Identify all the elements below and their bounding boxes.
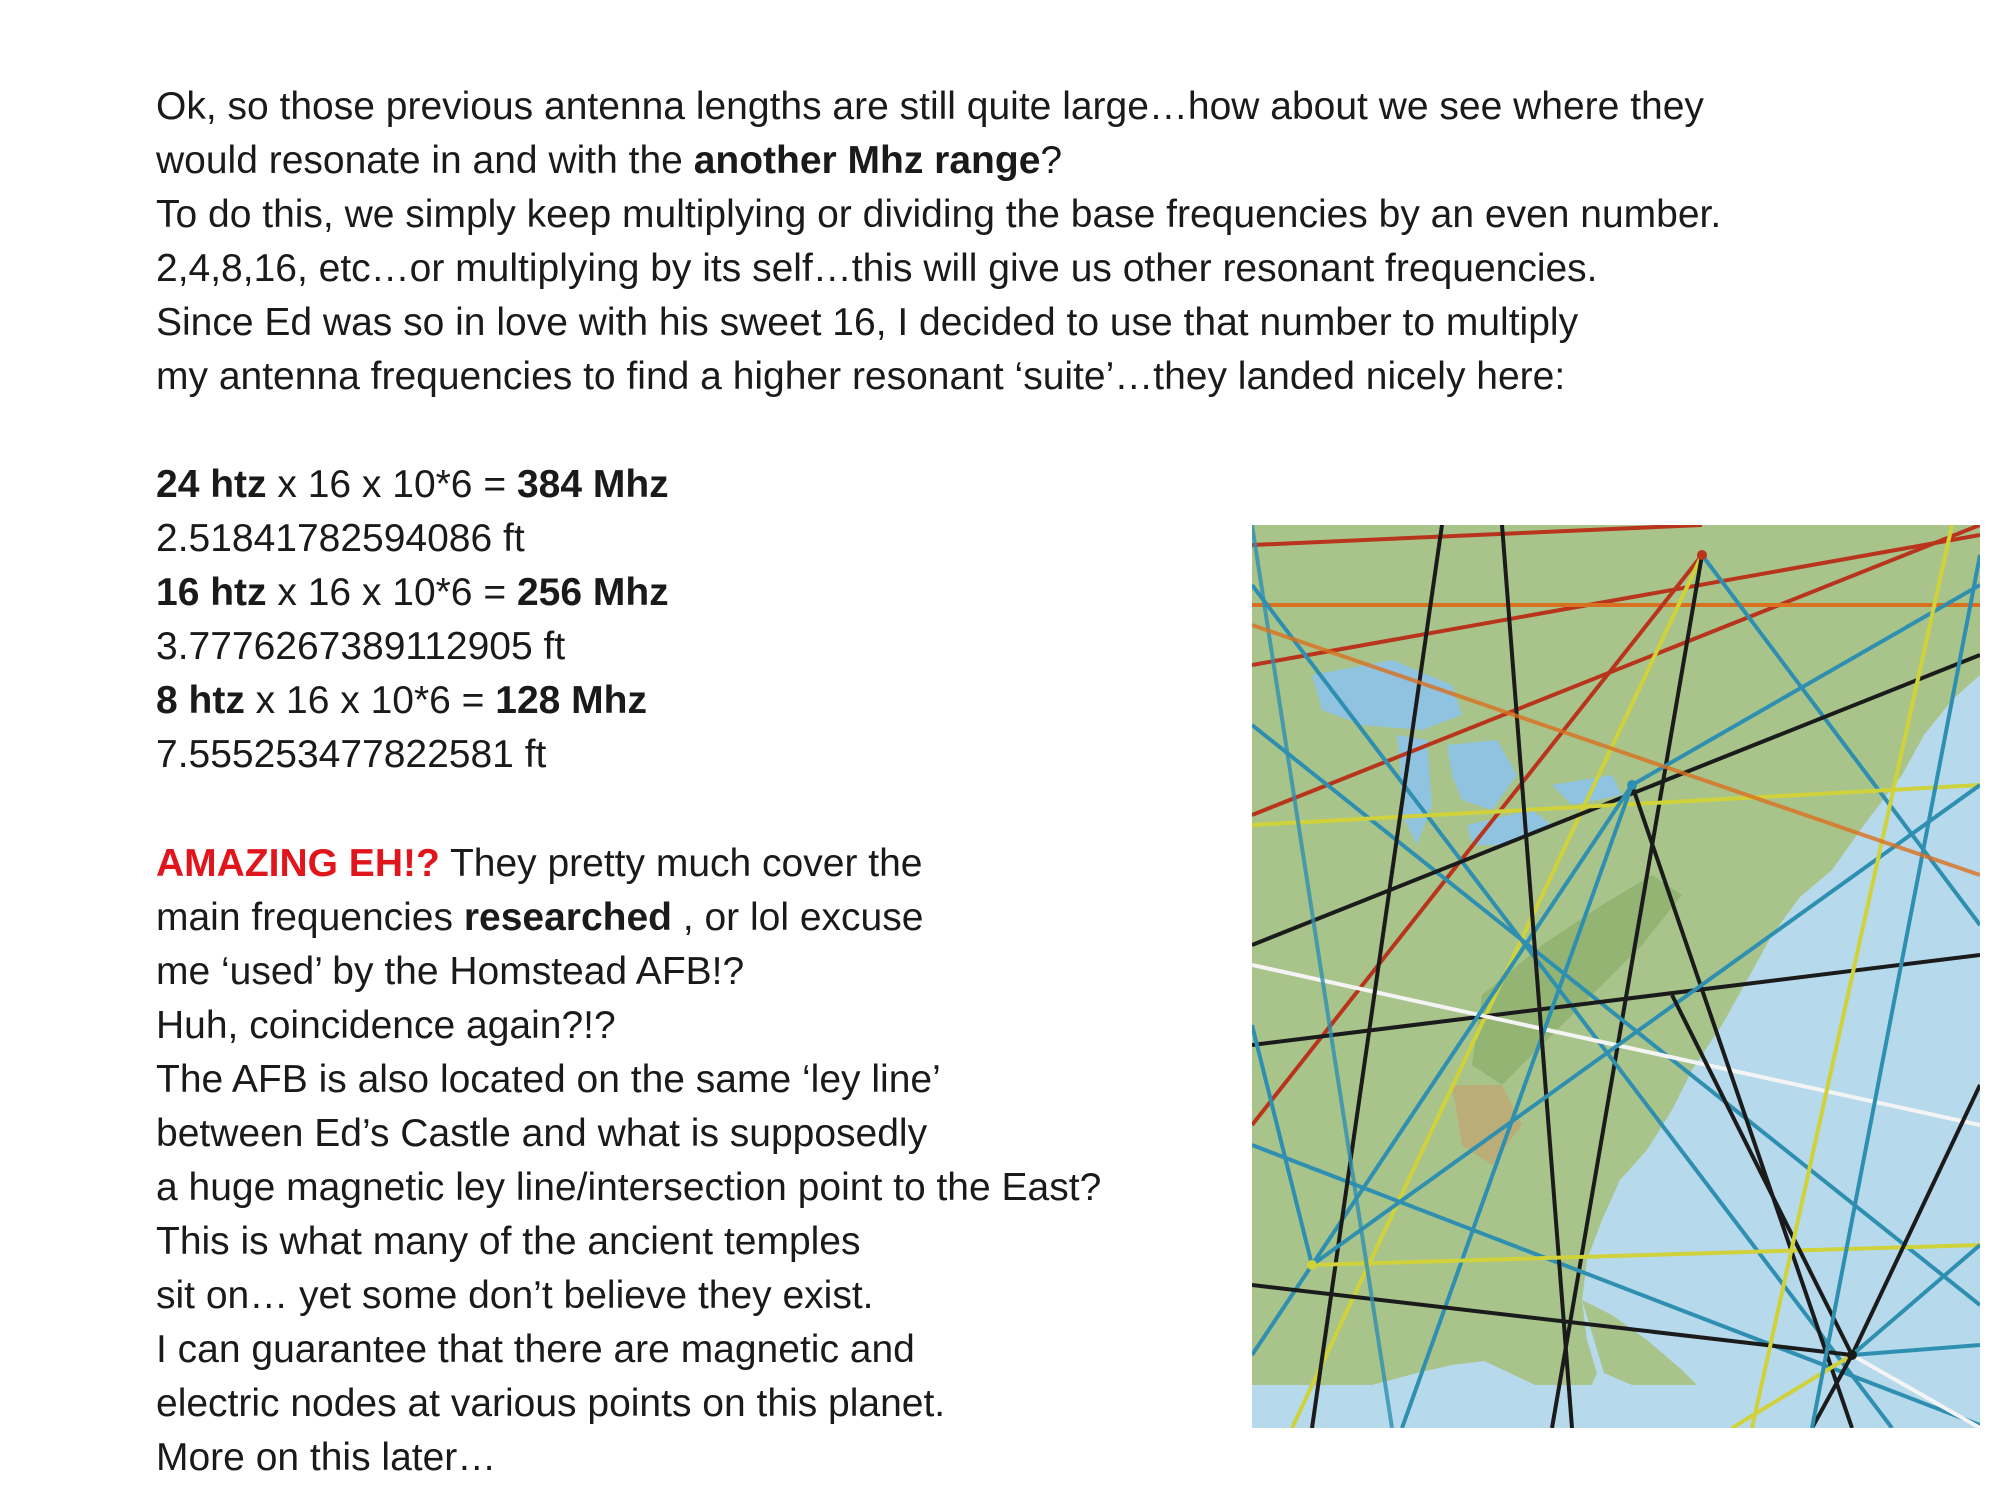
intro-line: 2,4,8,16, etc…or multiplying by its self…this will give us other resonant frequencies. [156,247,1598,290]
claims-line: Huh, coincidence again?!? [156,1004,616,1047]
node-marker [1697,550,1707,560]
intro-line: my antenna frequencies to find a higher resonant ‘suite’…they landed nicely here: [156,355,1566,398]
claims-line: between Ed’s Castle and what is supposedly [156,1112,928,1155]
calculation-length: 2.51841782594086 ft [156,517,525,560]
node-marker [1847,1350,1857,1360]
claims-line: a huge magnetic ley line/intersection point to the East? [156,1166,1102,1209]
calculation-list [156,458,669,782]
claims-line: AMAZING EH!? They pretty much cover the [156,842,923,885]
claims-line: me ‘used’ by the Homstead AFB!? [156,950,745,993]
claims-line: sit on… yet some don’t believe they exist. [156,1274,874,1317]
ley-line-map-graphic [1252,525,1980,1428]
node-marker [1627,780,1637,790]
intro-line: would resonate in and with the another Mhz range? [156,139,1063,182]
calculation-formula: 24 htz x 16 x 10*6 = 384 Mhz [156,463,669,506]
intro-line: To do this, we simply keep multiplying or dividing the base frequencies by an even number. [156,193,1722,236]
calculation-formula: 16 htz x 16 x 10*6 = 256 Mhz [156,571,669,614]
intro-line: Since Ed was so in love with his sweet 16, I decided to use that number to multiply [156,301,1579,344]
claims-line: The AFB is also located on the same ‘ley line’ [156,1058,941,1101]
intro-paragraph [156,80,1721,404]
claims-line: main frequencies researched , or lol excuse [156,896,924,939]
claims-line: More on this later… [156,1436,497,1479]
amazing-headline: AMAZING EH!? [156,842,440,885]
claims-line: This is what many of the ancient temples [156,1220,861,1263]
ley-line-map-image [1252,525,1980,1428]
calculation-length: 3.7776267389112905 ft [156,625,566,668]
highlight-mhz-range: another Mhz range [693,139,1041,182]
calculation-formula: 8 htz x 16 x 10*6 = 128 Mhz [156,679,647,722]
intro-line: Ok, so those previous antenna lengths are still quite large…how about we see where they [156,85,1704,128]
claims-line: electric nodes at various points on this planet. [156,1382,946,1425]
claims-paragraph [156,837,1101,1485]
gulf-of-mexico [1252,1385,1732,1428]
node-marker [1307,1260,1317,1270]
claims-line: I can guarantee that there are magnetic and [156,1328,915,1371]
highlight-researched: researched [463,896,672,939]
calculation-length: 7.555253477822581 ft [156,733,547,776]
